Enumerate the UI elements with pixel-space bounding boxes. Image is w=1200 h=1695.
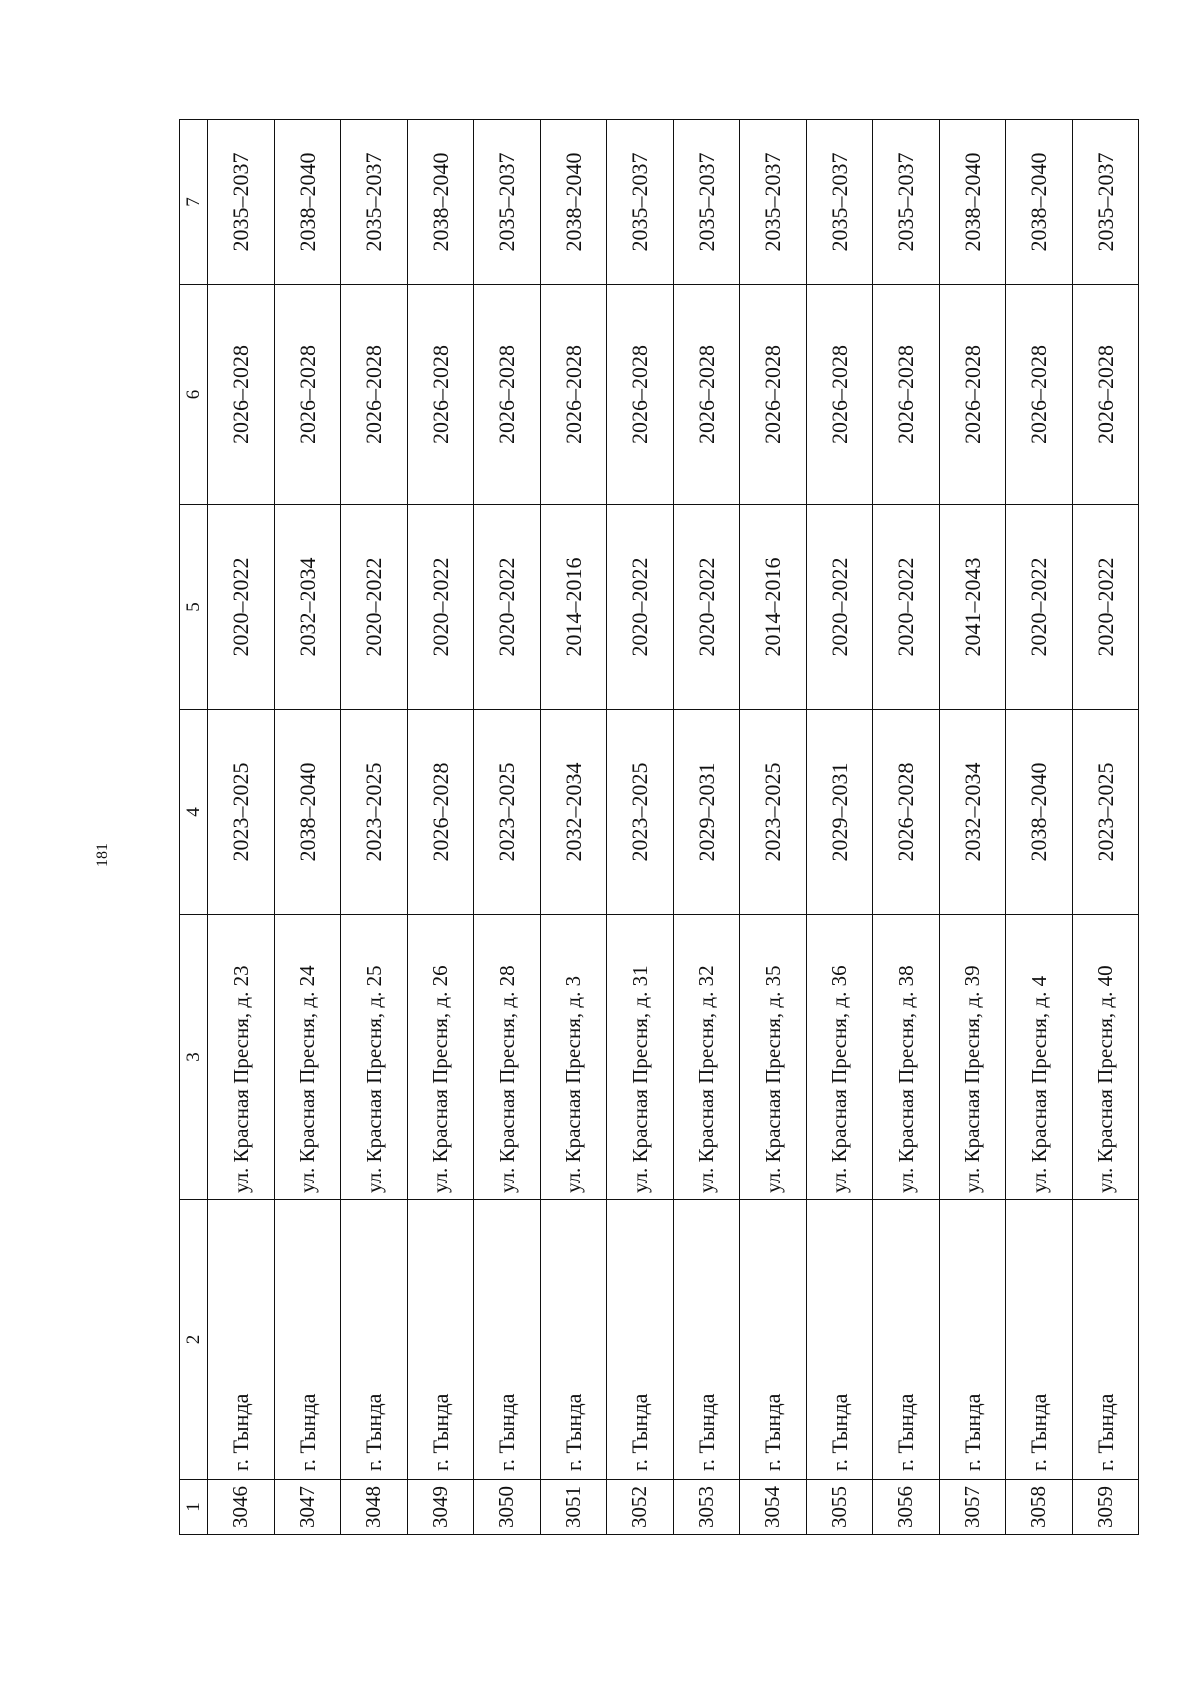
period-cell: 2038–2040 bbox=[1006, 710, 1073, 915]
period-cell: 2020–2022 bbox=[1072, 505, 1139, 710]
row-number: 3057 bbox=[939, 1480, 1006, 1535]
period-cell: 2014–2016 bbox=[540, 505, 607, 710]
column-header: 5 bbox=[180, 505, 208, 710]
period-cell: 2041–2043 bbox=[939, 505, 1006, 710]
table-row bbox=[740, 120, 807, 1535]
city-cell: г. Тында bbox=[607, 1200, 674, 1480]
table-row bbox=[407, 120, 474, 1535]
page-number: 181 bbox=[94, 843, 111, 867]
column-header: 4 bbox=[180, 710, 208, 915]
table-row bbox=[540, 120, 607, 1535]
column-header: 2 bbox=[180, 1200, 208, 1480]
period-cell: 2020–2022 bbox=[474, 505, 541, 710]
period-cell: 2035–2037 bbox=[740, 120, 807, 285]
period-cell: 2020–2022 bbox=[673, 505, 740, 710]
table-row bbox=[474, 120, 541, 1535]
period-cell: 2026–2028 bbox=[208, 285, 275, 505]
period-cell: 2026–2028 bbox=[939, 285, 1006, 505]
city-cell: г. Тында bbox=[407, 1200, 474, 1480]
table-row bbox=[939, 120, 1006, 1535]
city-cell: г. Тында bbox=[1006, 1200, 1073, 1480]
period-cell: 2038–2040 bbox=[939, 120, 1006, 285]
period-cell: 2035–2037 bbox=[341, 120, 408, 285]
period-cell: 2020–2022 bbox=[873, 505, 940, 710]
address-cell: ул. Красная Пресня, д. 25 bbox=[341, 915, 408, 1200]
period-cell: 2038–2040 bbox=[274, 120, 341, 285]
table-body bbox=[208, 120, 1139, 1535]
period-cell: 2026–2028 bbox=[607, 285, 674, 505]
row-number: 3058 bbox=[1006, 1480, 1073, 1535]
city-cell: г. Тында bbox=[540, 1200, 607, 1480]
period-cell: 2026–2028 bbox=[1072, 285, 1139, 505]
period-cell: 2023–2025 bbox=[208, 710, 275, 915]
address-cell: ул. Красная Пресня, д. 32 bbox=[673, 915, 740, 1200]
period-cell: 2038–2040 bbox=[540, 120, 607, 285]
table-row bbox=[806, 120, 873, 1535]
period-cell: 2035–2037 bbox=[673, 120, 740, 285]
row-number: 3055 bbox=[806, 1480, 873, 1535]
table-row bbox=[1072, 120, 1139, 1535]
period-cell: 2026–2028 bbox=[740, 285, 807, 505]
period-cell: 2029–2031 bbox=[673, 710, 740, 915]
period-cell: 2038–2040 bbox=[407, 120, 474, 285]
period-cell: 2023–2025 bbox=[607, 710, 674, 915]
period-cell: 2020–2022 bbox=[1006, 505, 1073, 710]
period-cell: 2020–2022 bbox=[806, 505, 873, 710]
address-cell: ул. Красная Пресня, д. 31 bbox=[607, 915, 674, 1200]
period-cell: 2029–2031 bbox=[806, 710, 873, 915]
period-cell: 2023–2025 bbox=[740, 710, 807, 915]
rotated-table-frame bbox=[179, 120, 1139, 1535]
period-cell: 2026–2028 bbox=[341, 285, 408, 505]
period-cell: 2026–2028 bbox=[806, 285, 873, 505]
row-number: 3046 bbox=[208, 1480, 275, 1535]
address-cell: ул. Красная Пресня, д. 26 bbox=[407, 915, 474, 1200]
table-row bbox=[607, 120, 674, 1535]
address-cell: ул. Красная Пресня, д. 40 bbox=[1072, 915, 1139, 1200]
table-row bbox=[274, 120, 341, 1535]
period-cell: 2020–2022 bbox=[341, 505, 408, 710]
row-number: 3056 bbox=[873, 1480, 940, 1535]
row-number: 3059 bbox=[1072, 1480, 1139, 1535]
city-cell: г. Тында bbox=[1072, 1200, 1139, 1480]
period-cell: 2026–2028 bbox=[407, 285, 474, 505]
column-header: 3 bbox=[180, 915, 208, 1200]
column-header: 1 bbox=[180, 1480, 208, 1535]
city-cell: г. Тында bbox=[208, 1200, 275, 1480]
city-cell: г. Тында bbox=[806, 1200, 873, 1480]
period-cell: 2020–2022 bbox=[407, 505, 474, 710]
city-cell: г. Тында bbox=[939, 1200, 1006, 1480]
row-number: 3051 bbox=[540, 1480, 607, 1535]
header-row bbox=[180, 120, 208, 1535]
period-cell: 2026–2028 bbox=[673, 285, 740, 505]
address-cell: ул. Красная Пресня, д. 39 bbox=[939, 915, 1006, 1200]
address-cell: ул. Красная Пресня, д. 4 bbox=[1006, 915, 1073, 1200]
column-header: 7 bbox=[180, 120, 208, 285]
period-cell: 2014–2016 bbox=[740, 505, 807, 710]
period-cell: 2026–2028 bbox=[540, 285, 607, 505]
city-cell: г. Тында bbox=[274, 1200, 341, 1480]
row-number: 3047 bbox=[274, 1480, 341, 1535]
period-cell: 2032–2034 bbox=[939, 710, 1006, 915]
period-cell: 2023–2025 bbox=[474, 710, 541, 915]
address-cell: ул. Красная Пресня, д. 38 bbox=[873, 915, 940, 1200]
period-cell: 2020–2022 bbox=[607, 505, 674, 710]
table-row bbox=[673, 120, 740, 1535]
row-number: 3049 bbox=[407, 1480, 474, 1535]
period-cell: 2032–2034 bbox=[540, 710, 607, 915]
address-cell: ул. Красная Пресня, д. 35 bbox=[740, 915, 807, 1200]
table-row bbox=[1006, 120, 1073, 1535]
row-number: 3050 bbox=[474, 1480, 541, 1535]
period-cell: 2035–2037 bbox=[873, 120, 940, 285]
row-number: 3054 bbox=[740, 1480, 807, 1535]
city-cell: г. Тында bbox=[740, 1200, 807, 1480]
address-cell: ул. Красная Пресня, д. 28 bbox=[474, 915, 541, 1200]
period-cell: 2032–2034 bbox=[274, 505, 341, 710]
period-cell: 2023–2025 bbox=[1072, 710, 1139, 915]
period-cell: 2038–2040 bbox=[274, 710, 341, 915]
period-cell: 2035–2037 bbox=[1072, 120, 1139, 285]
city-cell: г. Тында bbox=[474, 1200, 541, 1480]
row-number: 3048 bbox=[341, 1480, 408, 1535]
city-cell: г. Тында bbox=[341, 1200, 408, 1480]
row-number: 3053 bbox=[673, 1480, 740, 1535]
table-row bbox=[341, 120, 408, 1535]
table-row bbox=[873, 120, 940, 1535]
city-cell: г. Тында bbox=[873, 1200, 940, 1480]
period-cell: 2020–2022 bbox=[208, 505, 275, 710]
address-cell: ул. Красная Пресня, д. 24 bbox=[274, 915, 341, 1200]
period-cell: 2026–2028 bbox=[1006, 285, 1073, 505]
data-table bbox=[179, 119, 1139, 1535]
table-row bbox=[208, 120, 275, 1535]
period-cell: 2026–2028 bbox=[474, 285, 541, 505]
address-cell: ул. Красная Пресня, д. 23 bbox=[208, 915, 275, 1200]
period-cell: 2038–2040 bbox=[1006, 120, 1073, 285]
address-cell: ул. Красная Пресня, д. 3 bbox=[540, 915, 607, 1200]
period-cell: 2026–2028 bbox=[873, 710, 940, 915]
period-cell: 2023–2025 bbox=[341, 710, 408, 915]
row-number: 3052 bbox=[607, 1480, 674, 1535]
period-cell: 2035–2037 bbox=[607, 120, 674, 285]
address-cell: ул. Красная Пресня, д. 36 bbox=[806, 915, 873, 1200]
period-cell: 2026–2028 bbox=[873, 285, 940, 505]
period-cell: 2035–2037 bbox=[474, 120, 541, 285]
period-cell: 2035–2037 bbox=[806, 120, 873, 285]
period-cell: 2035–2037 bbox=[208, 120, 275, 285]
period-cell: 2026–2028 bbox=[407, 710, 474, 915]
city-cell: г. Тында bbox=[673, 1200, 740, 1480]
period-cell: 2026–2028 bbox=[274, 285, 341, 505]
column-header: 6 bbox=[180, 285, 208, 505]
